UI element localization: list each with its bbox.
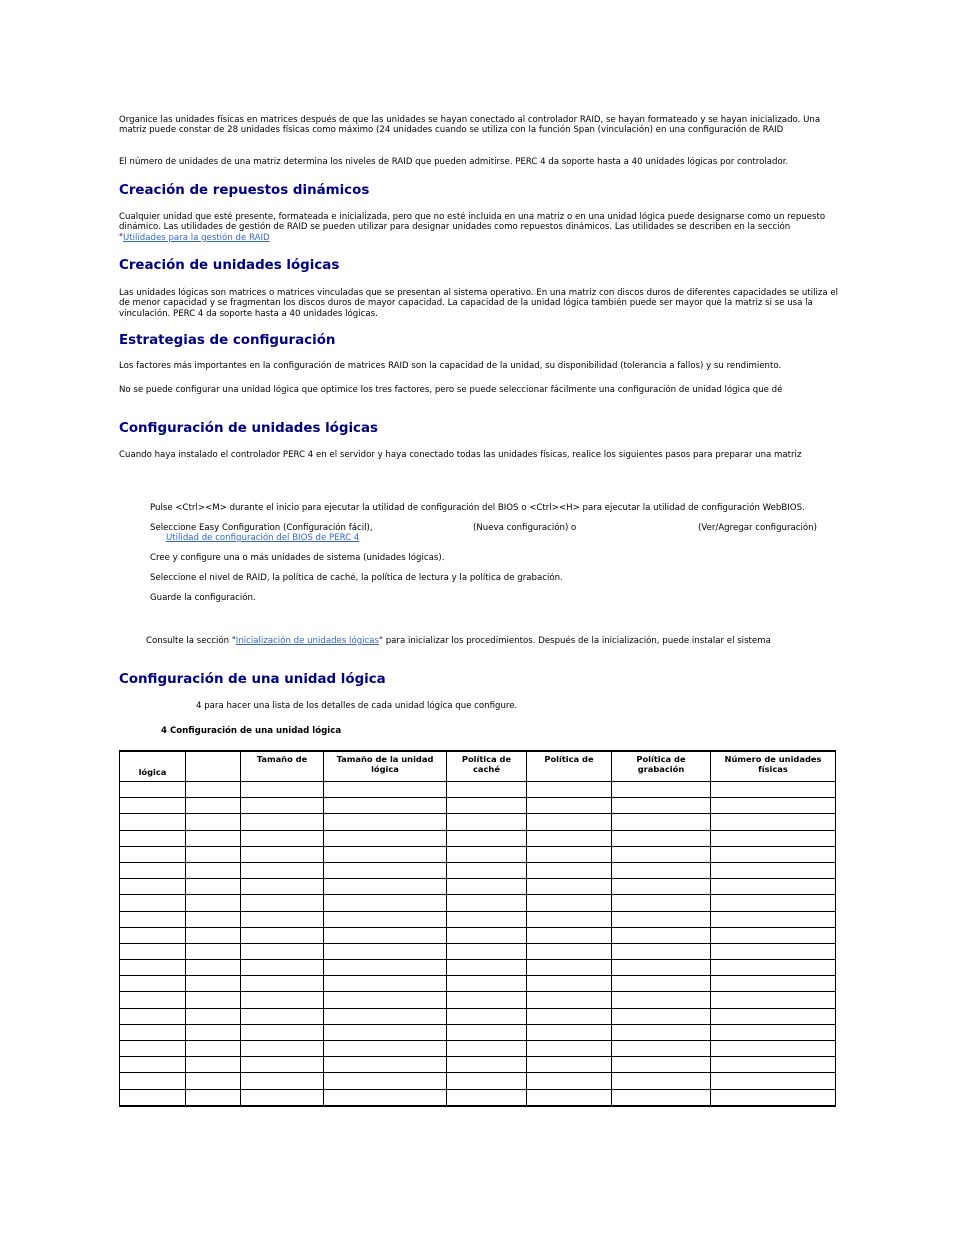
table-row [120, 1057, 836, 1073]
table-cell [527, 862, 612, 878]
table-cell [186, 895, 241, 911]
table-cell [241, 1073, 324, 1089]
table-cell [324, 960, 447, 976]
table-cell [324, 992, 447, 1008]
step-4: Seleccione el nivel de RAID, la política de caché, la política de lectura y la política de grabación. [150, 573, 563, 583]
logical-drives-paragraph: Las unidades lógicas son matrices o matrices vinculadas que se presentan al sistema operativo. En una matriz con discos duros de diferentes capacidades se utiliza el de menor capacidad y se fragmentan los discos duros de mayor capacidad. La capacidad de la unidad lógica también puede ser mayor que la matriz si se usa la vinculación. PERC 4 da soporte hasta a 40 unidades lógicas. [119, 288, 839, 319]
table-cell [324, 943, 447, 959]
table-cell [447, 960, 527, 976]
table-cell [527, 1089, 612, 1106]
table-cell [711, 1089, 836, 1106]
table-cell [186, 927, 241, 943]
table-cell [120, 879, 186, 895]
table-cell [527, 846, 612, 862]
configuring-intro: Cuando haya instalado el controlador PERC 4 en el servidor y haya conectado todas las unidades físicas, realice los siguientes pasos para preparar una matriz [119, 450, 802, 460]
table-cell [612, 1024, 711, 1040]
table-cell [711, 1057, 836, 1073]
table-cell [186, 1008, 241, 1024]
table-cell [120, 846, 186, 862]
table-cell [711, 927, 836, 943]
table-cell [186, 976, 241, 992]
table-cell [186, 1024, 241, 1040]
hot-spares-paragraph [119, 212, 839, 243]
table-cell [120, 1024, 186, 1040]
table-cell [324, 862, 447, 878]
table-cell [527, 943, 612, 959]
table-cell [120, 1008, 186, 1024]
table-cell [120, 862, 186, 878]
table-cell [324, 1089, 447, 1106]
table-cell [447, 992, 527, 1008]
table-cell [324, 798, 447, 814]
table-cell [241, 862, 324, 878]
table-cell [711, 895, 836, 911]
table-cell [447, 927, 527, 943]
table-cell [324, 1024, 447, 1040]
col-header-size: Tamaño de [241, 751, 324, 782]
table-cell [186, 862, 241, 878]
table-row [120, 992, 836, 1008]
table-cell [324, 976, 447, 992]
table-cell [120, 992, 186, 1008]
table-cell [447, 1041, 527, 1057]
col-header-logical-size: Tamaño de la unidad lógica [324, 751, 447, 782]
table-cell [324, 846, 447, 862]
table-cell [241, 895, 324, 911]
table-cell [186, 960, 241, 976]
table-cell [711, 1008, 836, 1024]
raid-utilities-link[interactable]: Utilidades para la gestión de RAID [122, 232, 270, 243]
strategies-paragraph-2: No se puede configurar una unidad lógica que optimice los tres factores, pero se puede seleccionar fácilmente una configuración de unidad lógica que dé [119, 385, 783, 395]
table-cell [447, 976, 527, 992]
intro-paragraph-2: El número de unidades de una matriz determina los niveles de RAID que pueden admitirse. PERC 4 da soporte hasta a 40 unidades lógicas por controlador. [119, 157, 789, 167]
table-cell [527, 992, 612, 1008]
table-cell [186, 1073, 241, 1089]
table-cell [241, 1089, 324, 1106]
table-body [120, 782, 836, 1106]
table-cell [612, 846, 711, 862]
table-cell [241, 943, 324, 959]
table-cell [241, 879, 324, 895]
table-row [120, 1089, 836, 1106]
table-cell [612, 911, 711, 927]
strategies-paragraph-1: Los factores más importantes en la configuración de matrices RAID son la capacidad de la unidad, su disponibilidad (tolerancia a fallos) y su rendimiento. [119, 361, 782, 371]
table-cell [711, 960, 836, 976]
table-cell [241, 992, 324, 1008]
col-header-blank [186, 751, 241, 782]
table-cell [711, 862, 836, 878]
logical-drive-config-table [119, 750, 836, 1107]
table-cell [527, 911, 612, 927]
table-cell [711, 1073, 836, 1089]
table-cell [241, 798, 324, 814]
table-cell [447, 814, 527, 830]
table-cell [612, 782, 711, 798]
table-cell [120, 1089, 186, 1106]
col-header-cache-policy: Política de caché [447, 751, 527, 782]
table-cell [447, 1008, 527, 1024]
bios-utility-link[interactable]: Utilidad de configuración del BIOS de PERC 4 [166, 533, 360, 543]
table-cell [447, 1073, 527, 1089]
table-cell [612, 1073, 711, 1089]
table-cell [711, 976, 836, 992]
table-row [120, 927, 836, 943]
initialization-note [146, 636, 771, 646]
note-text-a: Consulte la sección " [146, 636, 236, 646]
table-cell [120, 976, 186, 992]
table-cell [241, 927, 324, 943]
table-row [120, 943, 836, 959]
table-cell [186, 1057, 241, 1073]
table-row [120, 814, 836, 830]
table-cell [120, 830, 186, 846]
table-cell [241, 782, 324, 798]
table-cell [612, 862, 711, 878]
table-cell [324, 814, 447, 830]
table-cell [527, 782, 612, 798]
table-cell [612, 798, 711, 814]
table-cell [527, 814, 612, 830]
table-cell [186, 782, 241, 798]
table-cell [612, 960, 711, 976]
table-cell [612, 1008, 711, 1024]
table-cell [447, 911, 527, 927]
table-cell [447, 862, 527, 878]
table-cell [527, 879, 612, 895]
step-5: Guarde la configuración. [150, 593, 256, 603]
table-cell [711, 830, 836, 846]
table-cell [527, 895, 612, 911]
note-text-b: " para inicializar los procedimientos. Después de la inicialización, puede instalar el sistema [379, 636, 771, 646]
table-cell [612, 895, 711, 911]
table-cell [447, 943, 527, 959]
table-cell [324, 1008, 447, 1024]
table-cell [120, 814, 186, 830]
table-cell [612, 814, 711, 830]
table-cell [711, 1041, 836, 1057]
table-cell [241, 830, 324, 846]
table-cell [186, 879, 241, 895]
table-cell [447, 846, 527, 862]
table-row [120, 1008, 836, 1024]
table-cell [186, 1089, 241, 1106]
initialization-link[interactable]: Inicialización de unidades lógicas [235, 636, 380, 646]
table-cell [612, 943, 711, 959]
table-header-row [120, 751, 836, 782]
table-cell [447, 1057, 527, 1073]
hot-spares-text: Cualquier unidad que esté presente, formateada e inicializada, pero que no esté incluida en una matriz o en una unidad lógica puede designarse como un repuesto dinámico. Las utilidades de gestión de RAID se pueden utilizar para designar unidades como repuestos dinámicos. Las utilidades se describen en la sección " [119, 212, 826, 243]
table-cell [241, 911, 324, 927]
table-row [120, 895, 836, 911]
col-header-logical: lógica [120, 751, 186, 782]
heading-hot-spares: Creación de repuestos dinámicos [119, 183, 370, 198]
heading-single-drive: Configuración de una unidad lógica [119, 672, 386, 687]
table-row [120, 862, 836, 878]
table-row [120, 879, 836, 895]
table-cell [527, 1024, 612, 1040]
table-cell [612, 1057, 711, 1073]
table-cell [711, 879, 836, 895]
table-row [120, 1073, 836, 1089]
table-cell [120, 895, 186, 911]
table-cell [711, 943, 836, 959]
table-cell [324, 1041, 447, 1057]
table-cell [612, 1089, 711, 1106]
table-cell [527, 960, 612, 976]
table-row [120, 830, 836, 846]
table-cell [612, 830, 711, 846]
heading-configuring: Configuración de unidades lógicas [119, 421, 378, 436]
table-cell [186, 992, 241, 1008]
table-cell [186, 798, 241, 814]
table-cell [241, 976, 324, 992]
table-cell [186, 911, 241, 927]
table-cell [186, 943, 241, 959]
table-cell [120, 943, 186, 959]
table-caption: 4 Configuración de una unidad lógica [161, 726, 342, 736]
intro-paragraph-1: Organice las unidades físicas en matrices después de que las unidades se hayan conectado al controlador RAID, se hayan formateado y se hayan inicializado. Una matriz puede constar de 28 unidades físicas como máximo (24 unidades cuando se utiliza con la función Span (vinculación) en una configuración de RAID [119, 115, 821, 136]
step-2-c: (Ver/Agregar configuración) [698, 523, 817, 533]
table-row [120, 960, 836, 976]
table-cell [324, 895, 447, 911]
col-header-policy: Política de [527, 751, 612, 782]
table-cell [120, 1041, 186, 1057]
col-header-write-policy: Política de grabación [612, 751, 711, 782]
table-cell [447, 895, 527, 911]
table-cell [527, 976, 612, 992]
table-cell [120, 798, 186, 814]
table-row [120, 782, 836, 798]
table-cell [711, 814, 836, 830]
heading-strategies: Estrategias de configuración [119, 333, 336, 348]
table-row [120, 976, 836, 992]
col-header-physical-drives: Número de unidades físicas [711, 751, 836, 782]
table-cell [447, 830, 527, 846]
table-cell [711, 798, 836, 814]
table-cell [711, 992, 836, 1008]
table-cell [711, 911, 836, 927]
table-cell [711, 846, 836, 862]
table-cell [324, 830, 447, 846]
table-cell [241, 1057, 324, 1073]
table-cell [612, 976, 711, 992]
table-cell [527, 1041, 612, 1057]
heading-logical-drives: Creación de unidades lógicas [119, 258, 340, 273]
table-cell [612, 1041, 711, 1057]
table-cell [612, 879, 711, 895]
table-cell [241, 1041, 324, 1057]
table-cell [120, 927, 186, 943]
table-cell [120, 911, 186, 927]
step-2-a: Seleccione Easy Configuration (Configuración fácil), [150, 523, 373, 533]
table-cell [120, 1057, 186, 1073]
table-cell [241, 846, 324, 862]
table-cell [527, 1057, 612, 1073]
table-cell [120, 782, 186, 798]
table-row [120, 1024, 836, 1040]
table-cell [241, 960, 324, 976]
table-cell [711, 782, 836, 798]
table-cell [527, 830, 612, 846]
table-cell [241, 1024, 324, 1040]
table-cell [447, 798, 527, 814]
single-drive-text: 4 para hacer una lista de los detalles de cada unidad lógica que configure. [196, 701, 518, 711]
table-cell [527, 798, 612, 814]
table-cell [527, 1073, 612, 1089]
table-cell [186, 814, 241, 830]
table-cell [324, 879, 447, 895]
table-cell [186, 830, 241, 846]
table-cell [711, 1024, 836, 1040]
table-cell [241, 814, 324, 830]
table-cell [447, 1089, 527, 1106]
table-cell [324, 911, 447, 927]
table-row [120, 911, 836, 927]
table-cell [612, 927, 711, 943]
table-cell [447, 1024, 527, 1040]
table-row [120, 798, 836, 814]
table-cell [186, 846, 241, 862]
table-row [120, 1041, 836, 1057]
table-cell [324, 782, 447, 798]
table-cell [612, 992, 711, 1008]
table-cell [527, 927, 612, 943]
table-row [120, 846, 836, 862]
table-cell [447, 782, 527, 798]
table-cell [324, 1073, 447, 1089]
table-cell [324, 927, 447, 943]
table-cell [447, 879, 527, 895]
table-cell [241, 1008, 324, 1024]
table-cell [120, 960, 186, 976]
table-cell [186, 1041, 241, 1057]
table-cell [527, 1008, 612, 1024]
step-1: Pulse <Ctrl><M> durante el inicio para ejecutar la utilidad de configuración del BIOS o <Ctrl><H> para ejecutar la utilidad de configuración WebBIOS. [150, 503, 805, 513]
step-3: Cree y configure una o más unidades de sistema (unidades lógicas). [150, 553, 445, 563]
table-cell [120, 1073, 186, 1089]
table-cell [324, 1057, 447, 1073]
step-2-b: (Nueva configuración) o [473, 523, 577, 533]
